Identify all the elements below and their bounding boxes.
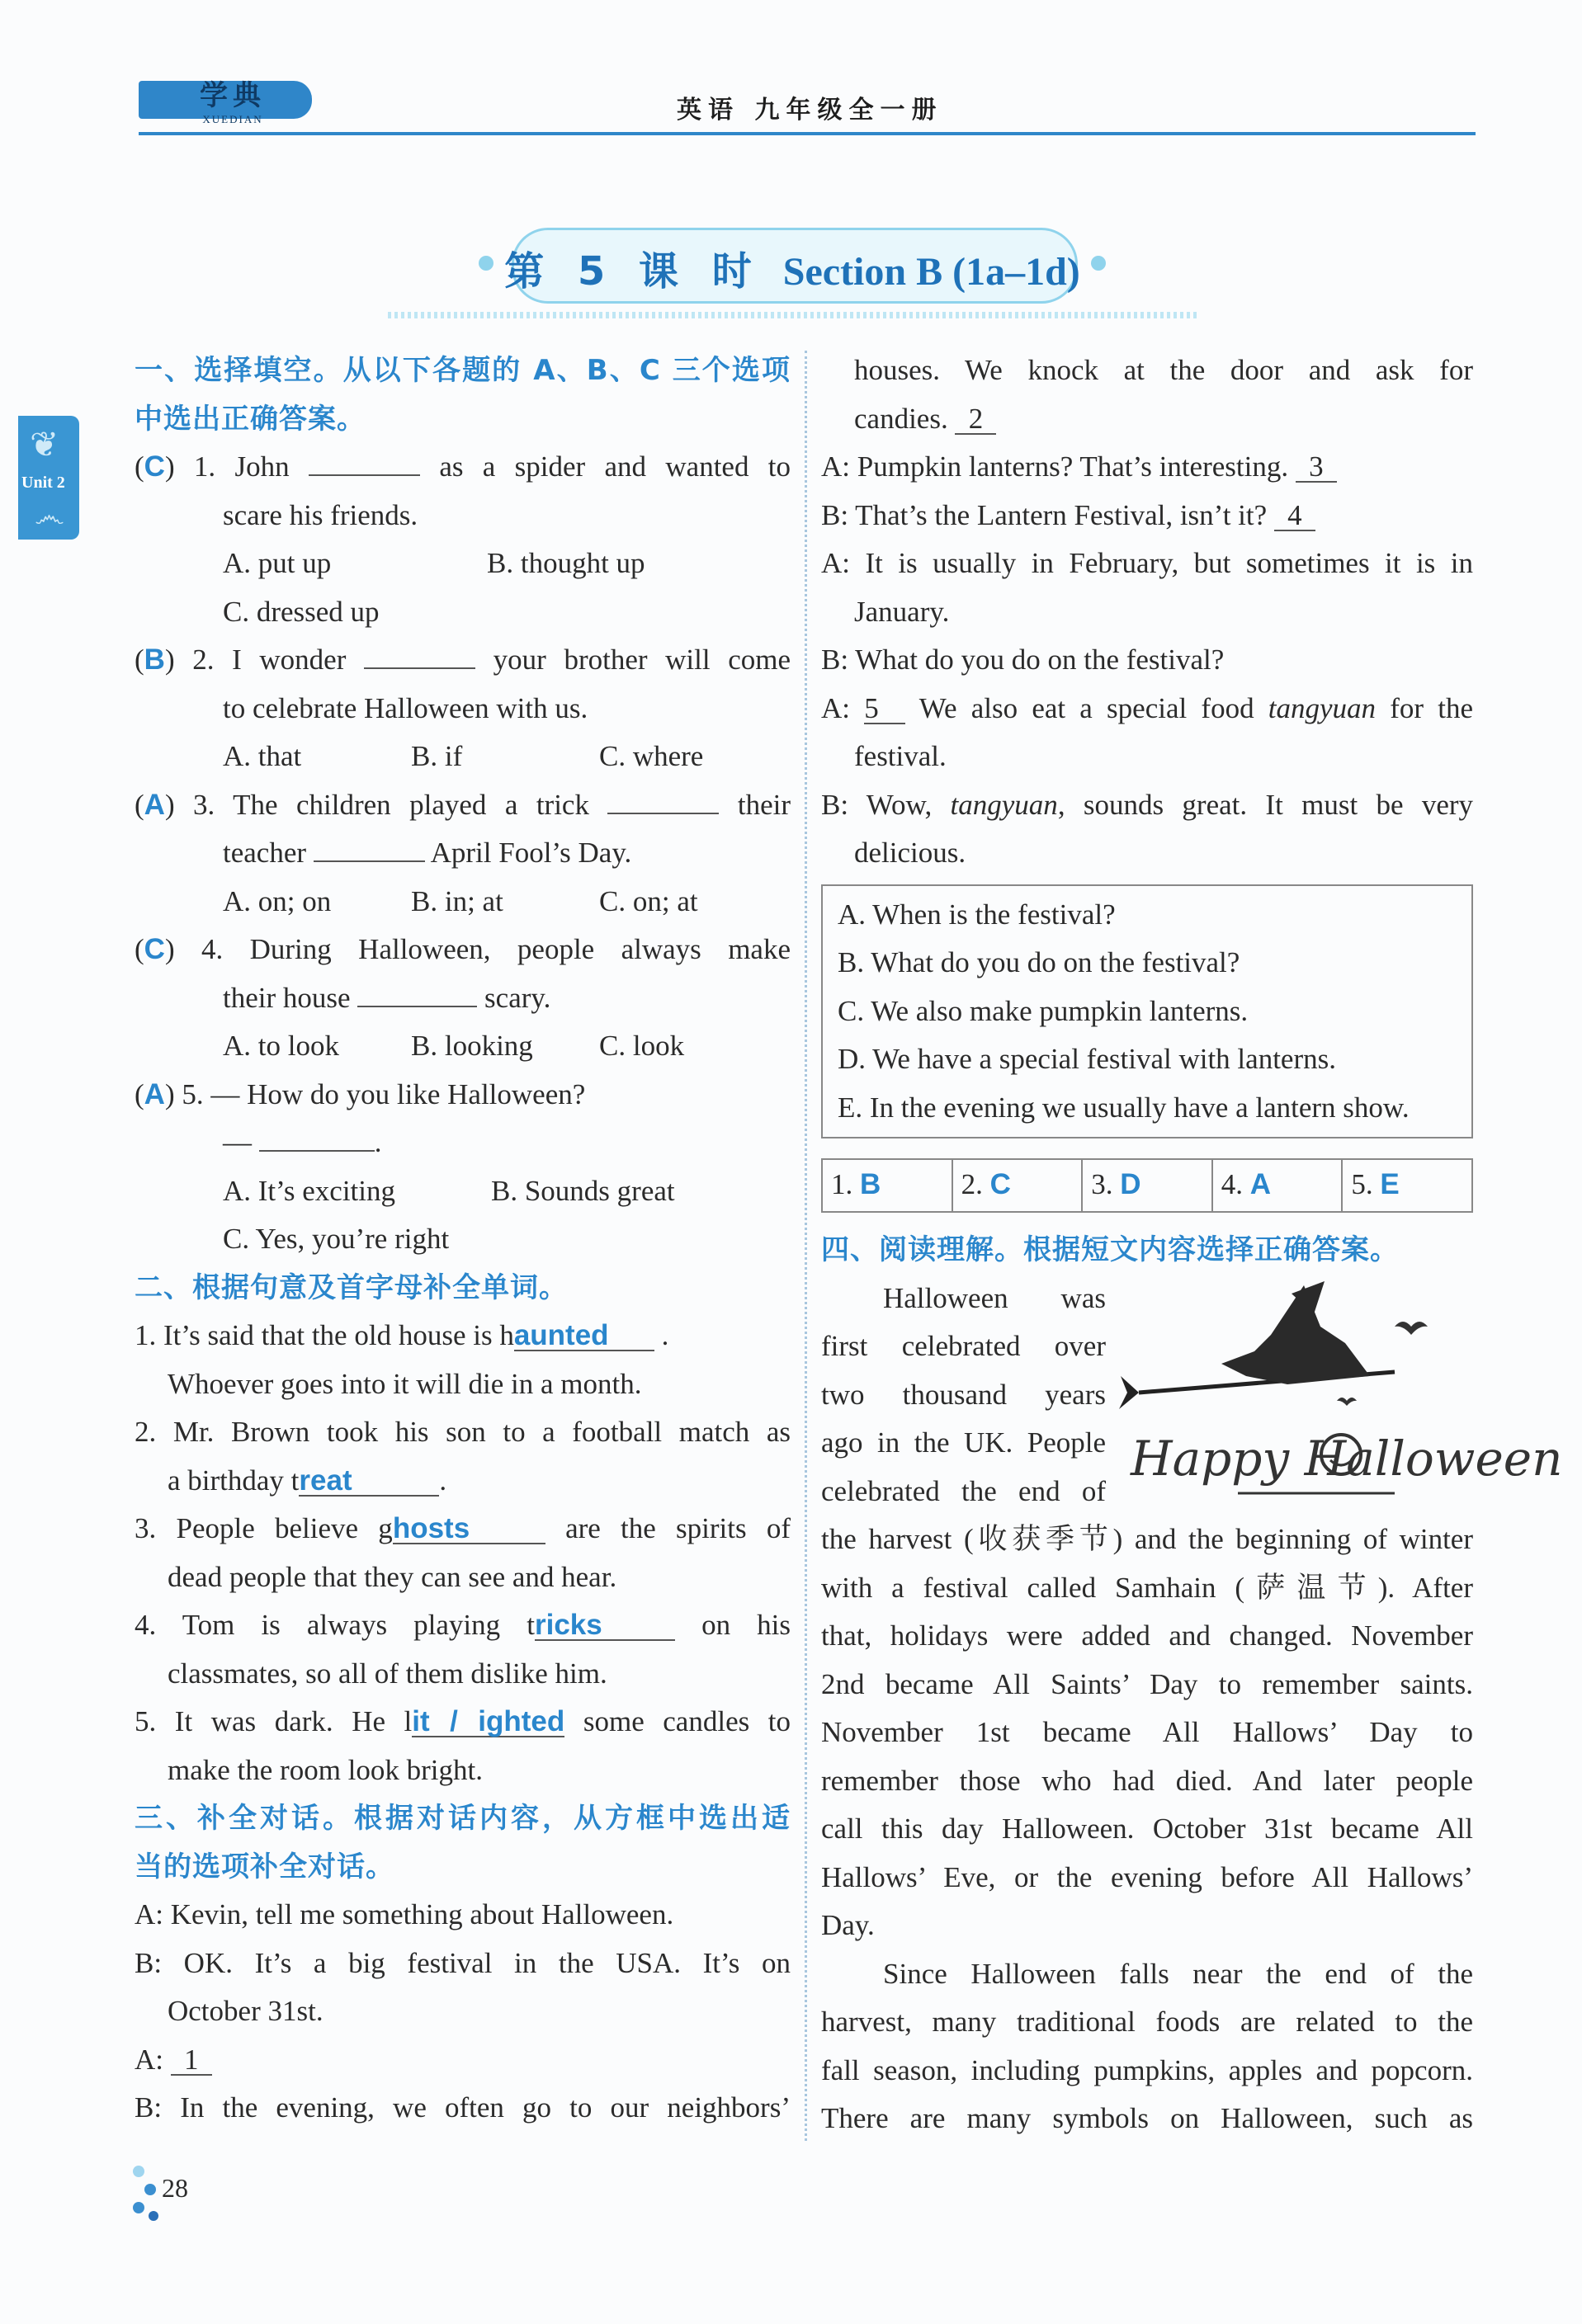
box-option: E. In the evening we usually have a lantern show.	[838, 1091, 1410, 1124]
p2-item-2-end: .	[439, 1464, 447, 1497]
dialogue-line: delicious.	[854, 837, 966, 869]
publisher-logo	[183, 73, 282, 130]
banner-dot-right	[1091, 256, 1106, 271]
option-a: A. on; on	[223, 884, 332, 917]
q4-line2	[135, 974, 791, 1023]
answer-num: 2.	[961, 1168, 983, 1200]
reading-line: call this day Halloween. October 31st became All	[821, 1813, 1473, 1845]
q5-options	[135, 1167, 791, 1216]
reading-line: Halloween was	[883, 1281, 1106, 1314]
answer-5: A	[144, 1077, 165, 1110]
q3-options	[135, 878, 791, 926]
blank	[364, 667, 475, 669]
left-column	[135, 346, 791, 2133]
option-b: B. Sounds great	[491, 1174, 675, 1207]
q3-text: ) 3. The children played a trick	[164, 788, 589, 821]
answer-cell	[1213, 1160, 1344, 1211]
lesson-banner	[479, 221, 1106, 312]
question-3: (A) 3. The children played a trick their	[135, 788, 791, 821]
dialogue-line: A: It is usually in February, but sometimes it is in	[821, 547, 1473, 579]
q4-text-2: their house	[223, 981, 351, 1014]
q2-text-2: your brother will come	[493, 643, 791, 676]
dot-icon	[144, 2184, 156, 2195]
p2-item-4-end: on his	[701, 1609, 791, 1641]
reading-line: celebrated the end of	[821, 1474, 1106, 1507]
reading-line: two thousand years	[821, 1378, 1106, 1411]
p2-item-5-line2: make the room look bright.	[168, 1753, 484, 1786]
reading-line: remember those who had died. And later people	[821, 1764, 1473, 1797]
p2-item-1	[135, 1312, 791, 1360]
options-box	[821, 884, 1473, 1139]
part3-heading-2: 当的选项补全对话。	[135, 1850, 394, 1883]
answer-num: 3.	[1091, 1168, 1113, 1200]
dialogue-text: , sounds great. It must be very	[1057, 788, 1474, 821]
reading-line: that, holidays were added and changed. November	[821, 1619, 1473, 1652]
reading-line: Day.	[821, 1909, 875, 1941]
column-divider	[805, 351, 807, 2141]
box-option: A. When is the festival?	[838, 898, 1116, 931]
part1-heading-2: 中选出正确答案。	[135, 402, 366, 436]
reading-line: 2nd became All Saints’ Day to remember saints.	[821, 1667, 1473, 1700]
dialogue-line	[821, 443, 1473, 492]
q1-text: ) 1. John	[164, 450, 290, 483]
dialogue-line: houses. We knock at the door and ask for	[854, 354, 1473, 386]
blank	[357, 1005, 477, 1007]
bat-icon	[1337, 1398, 1357, 1406]
q4-options	[135, 1022, 791, 1071]
banner-stripe	[388, 312, 1197, 318]
answer-cell	[1083, 1160, 1213, 1211]
happy-halloween-text: Happy Halloween	[1131, 1431, 1563, 1487]
option-a: A. It’s exciting	[223, 1174, 395, 1207]
dot-icon	[149, 2211, 158, 2221]
q3-text-3: teacher	[223, 837, 307, 869]
answer-3: A	[144, 788, 165, 821]
q1-line2: scare his friends.	[223, 498, 418, 531]
option-a: A. that	[223, 740, 302, 772]
tangyuan-word: tangyuan	[1268, 691, 1377, 724]
box-option: B. What do you do on the festival?	[838, 946, 1240, 978]
dialogue-text: for the	[1390, 691, 1474, 724]
speaker-a: A:	[135, 2043, 163, 2076]
unit-label: Unit 2	[21, 474, 65, 492]
dialogue-blank-2: 2	[955, 404, 996, 435]
dialogue-blank-5: 5	[864, 694, 905, 724]
broom-bristles	[1119, 1376, 1139, 1409]
option-c: C. where	[599, 740, 704, 772]
p2-item-5-text: 5. It was dark. He l	[135, 1705, 413, 1737]
answer-2: B	[144, 643, 165, 676]
box-option: D. We have a special festival with lanterns.	[838, 1043, 1336, 1075]
option-c: C. look	[599, 1030, 685, 1062]
reading-line: ago in the UK. People	[821, 1426, 1106, 1459]
logo-en: XUEDIAN	[202, 113, 263, 125]
reading-line: harvest, many traditional foods are related to the	[821, 2006, 1473, 2038]
box-option: C. We also make pumpkin lanterns.	[838, 994, 1249, 1027]
question-4: (C) 4. During Halloween, people always make	[135, 933, 791, 965]
dialogue-text: We also eat a special food	[919, 691, 1254, 724]
dialogue-line: A: Kevin, tell me something about Halloween.	[135, 1898, 674, 1930]
q5-dash: —	[223, 1126, 252, 1158]
option-b: B. thought up	[487, 547, 645, 579]
header-rule	[139, 132, 1476, 135]
dialogue-line	[821, 781, 1473, 830]
dialogue-text: A: Pumpkin lanterns? That’s interesting.	[821, 450, 1289, 483]
answer-letter: A	[1249, 1168, 1272, 1200]
dialogue-line: festival.	[854, 740, 947, 772]
question-2: (B) 2. I wonder your brother will come	[135, 643, 791, 676]
question-5: (A) 5. — How do you like Halloween?	[135, 1077, 586, 1110]
p2-item-5-end: some candles to	[583, 1705, 791, 1737]
p2-item-1-line2: Whoever goes into it will die in a month.	[168, 1367, 642, 1400]
dialogue-line	[135, 2036, 791, 2085]
p2-item-4-answer: ricks	[535, 1610, 675, 1641]
part3-heading: 三、补全对话。根据对话内容，从方框中选出适	[135, 1802, 791, 1835]
halloween-witch-illustration	[1122, 1277, 1563, 1525]
question-1: (C) 1. John as a spider and wanted to	[135, 450, 791, 483]
q4-text-3: scary.	[484, 981, 551, 1014]
p2-item-2-line2	[135, 1457, 791, 1506]
footer-dots-decoration	[132, 2161, 165, 2227]
dialogue-text: candies.	[854, 402, 948, 435]
dialogue-line	[821, 685, 1473, 733]
reading-line: Hallows’ Eve, or the evening before All Hallows’	[821, 1860, 1473, 1893]
option-a: A. to look	[223, 1030, 339, 1062]
q3-line2	[135, 829, 791, 878]
blank	[314, 860, 425, 862]
p2-item-3-line2: dead people that they can see and hear.	[168, 1560, 617, 1593]
dot-icon	[133, 2166, 144, 2177]
p2-item-3-text: 3. People believe g	[135, 1512, 393, 1544]
reading-line: November 1st became All Hallows’ Day to	[821, 1716, 1473, 1748]
reading-line: Since Halloween falls near the end of the	[883, 1957, 1473, 1990]
p2-item-2-answer: reat	[299, 1466, 439, 1497]
answer-letter: E	[1380, 1168, 1400, 1200]
p2-item-5	[135, 1698, 791, 1747]
q5-period: .	[374, 1126, 382, 1158]
answer-table	[821, 1158, 1473, 1213]
answer-cell	[953, 1160, 1084, 1211]
reading-line: fall season, including pumpkins, apples and popcorn.	[821, 2053, 1473, 2086]
page-number: 28	[162, 2173, 188, 2203]
option-b: B. looking	[411, 1030, 533, 1062]
answer-letter: B	[860, 1168, 881, 1200]
dialogue-line: B: In the evening, we often go to our neighbors’	[135, 2091, 791, 2124]
dialogue-blank-1: 1	[171, 2045, 212, 2076]
p2-item-3	[135, 1505, 791, 1553]
p2-item-1-answer: aunted	[514, 1321, 654, 1351]
answer-letter: C	[989, 1168, 1011, 1200]
p2-item-5-answer: it / ighted	[412, 1705, 565, 1737]
tangyuan-word: tangyuan	[950, 788, 1058, 821]
speaker-a: A:	[821, 691, 850, 724]
part2-heading: 二、根据句意及首字母补全单词。	[135, 1270, 568, 1304]
p2-item-3-answer: hosts	[393, 1514, 545, 1544]
bat-icon	[1395, 1322, 1428, 1335]
q3-text-2: their	[737, 788, 791, 821]
dialogue-line: October 31st.	[168, 1995, 323, 2027]
answer-1: C	[144, 450, 165, 483]
reading-line: first celebrated over	[821, 1330, 1106, 1362]
dialogue-blank-3: 3	[1296, 452, 1337, 483]
swirl-icon: ෴	[35, 499, 65, 534]
dialogue-line: January.	[854, 595, 950, 628]
q1-options	[135, 540, 791, 588]
logo-cn: 学典	[200, 79, 266, 112]
dialogue-line	[821, 395, 1473, 444]
lesson-section: Section B (1a–1d)	[782, 250, 1080, 294]
p2-item-4-text: 4. Tom is always playing t	[135, 1609, 535, 1641]
part1-heading: 一、选择填空。从以下各题的 A、B、C 三个选项	[135, 354, 791, 387]
q5-text: ) 5. — How do you like Halloween?	[164, 1077, 586, 1110]
witch-silhouette	[1221, 1285, 1370, 1384]
answer-4: C	[144, 933, 165, 965]
wing-icon: ❦	[30, 427, 59, 464]
lesson-title	[479, 239, 1106, 296]
reading-line: with a festival called Samhain (萨温节). After	[821, 1571, 1473, 1604]
reading-line: There are many symbols on Halloween, such as	[821, 2102, 1473, 2134]
q1-text-2: as a spider and wanted to	[439, 450, 791, 483]
p2-item-1-text: 1. It’s said that the old house is h	[135, 1319, 514, 1351]
q4-text: ) 4. During Halloween, people always make	[164, 933, 791, 965]
option-c: C. dressed up	[223, 595, 380, 628]
p2-item-1-end: .	[661, 1319, 669, 1351]
option-c: C. on; at	[599, 884, 698, 917]
q2-options	[135, 733, 791, 781]
option-b: B. if	[411, 740, 463, 772]
answer-cell	[1343, 1160, 1471, 1211]
answer-num: 1.	[831, 1168, 853, 1200]
book-title: 英语 九年级全一册	[677, 96, 943, 125]
q2-text: ) 2. I wonder	[164, 643, 347, 676]
p2-item-4-line2: classmates, so all of them dislike him.	[168, 1657, 607, 1690]
q3-text-4: April Fool’s Day.	[430, 837, 632, 869]
dialogue-blank-4: 4	[1274, 501, 1315, 531]
reading-intro	[821, 1275, 1106, 1516]
option-b: B. in; at	[411, 884, 503, 917]
answer-num: 4.	[1221, 1168, 1244, 1200]
dialogue-line: B: What do you do on the festival?	[821, 643, 1225, 676]
dialogue-text: B: That’s the Lantern Festival, isn’t it?	[821, 498, 1268, 531]
option-c: C. Yes, you’re right	[223, 1223, 450, 1255]
answer-letter: D	[1120, 1168, 1141, 1200]
reading-line: the harvest (收获季节) and the beginning of winter	[821, 1523, 1473, 1555]
dot-icon	[133, 2202, 144, 2213]
q2-line2: to celebrate Halloween with us.	[223, 691, 588, 724]
blank	[309, 474, 420, 476]
answer-num: 5.	[1351, 1168, 1373, 1200]
dialogue-text: B: Wow,	[821, 788, 933, 821]
option-a: A. put up	[223, 547, 332, 579]
lesson-number: 第 5 课 时	[504, 248, 762, 295]
q5-line2	[135, 1119, 791, 1167]
p2-item-2: 2. Mr. Brown took his son to a football match as	[135, 1416, 791, 1448]
dialogue-line	[821, 492, 1473, 540]
blank	[259, 1149, 375, 1152]
p2-item-4	[135, 1601, 791, 1650]
part4-heading: 四、阅读理解。根据短文内容选择正确答案。	[821, 1233, 1399, 1266]
answer-cell	[823, 1160, 953, 1211]
unit-side-tab	[18, 416, 79, 540]
blank	[607, 812, 719, 814]
p2-item-2-text: a birthday t	[168, 1464, 300, 1497]
right-column	[821, 346, 1473, 2143]
p2-item-3-end: are the spirits of	[565, 1512, 791, 1544]
dialogue-line: B: OK. It’s a big festival in the USA. It’s on	[135, 1946, 791, 1979]
